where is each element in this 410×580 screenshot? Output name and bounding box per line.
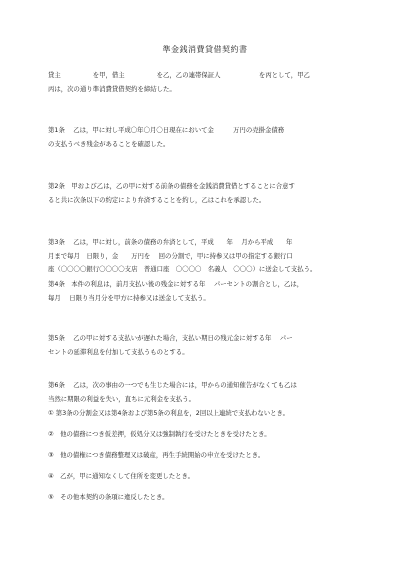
article-2 — [48, 180, 368, 207]
article-line: 座（〇〇〇〇銀行〇〇〇〇支店 普通口座 〇〇〇〇 名義人 〇〇〇）に送金して支払う。 — [48, 265, 317, 273]
article-line: 月まで毎月 日限り，金 万円を 回の分割で，甲に持参又は甲の指定する銀行口 — [48, 251, 293, 260]
document-title: 準金銭消費貸借契約書 — [162, 45, 248, 54]
article-5 — [48, 332, 368, 359]
intro-line: 貸主 を甲，借主 を乙，乙の連帯保証人 を丙として，甲乙 — [48, 71, 310, 79]
article-line: 第2条 甲および乙は，乙の甲に対する前条の債務を金銭消費貸借とすることに合意す — [48, 182, 295, 190]
article-line: セントの延滞利息を付加して支払うものとする。 — [48, 347, 189, 356]
article-line: 第5条 乙の甲に対する支払いが遅れた場合，支払い期日の残元金に対する年 パー — [48, 334, 293, 342]
list-item: ③ 他の債権につき債務整理又は破産，再生手続開始の申立を受けたとき。 — [48, 451, 265, 459]
intro-paragraph — [48, 69, 368, 96]
article-line: 第4条 本件の利息は，前月支払い後の残金に対する年 パーセントの割合とし，乙は， — [48, 280, 304, 288]
list-item: ① 第3条の分割金又は第4条および第5条の利息を，2回以上連続で支払わないとき。 — [48, 409, 290, 417]
article-4 — [48, 278, 368, 305]
list-item: ② 他の債務につき仮差押，仮処分又は強制執行を受けたときを受けたとき。 — [48, 430, 271, 438]
article-line: 第1条 乙は，甲に対し平成〇年〇月〇日現在において金 万円の売掛金債務 — [48, 126, 285, 134]
article-1 — [48, 124, 368, 151]
article-line: ると共に次条以下の約定により弁済することを約し，乙はこれを承認した。 — [48, 195, 266, 204]
article-line: 第3条 乙は，甲に対し，前条の債務の弁済として，平成 年 月から平成 年 — [48, 238, 293, 246]
article-line: の支払うべき残金があることを確認した。 — [48, 139, 170, 148]
article-line: 当然に期限の利益を失い，直ちに元利金を支払う。 — [48, 394, 195, 403]
article-line: 毎月 日限り当月分を甲方に持参又は送金して支払う。 — [48, 293, 210, 302]
intro-line: 丙は，次の通り準消費貸借契約を締結した。 — [48, 84, 176, 93]
article-line: 第6条 乙は，次の事由の一つでも生じた場合には，甲からの通知催告がなくても乙は — [48, 381, 297, 389]
article-3 — [48, 236, 368, 277]
article-6 — [48, 379, 368, 406]
list-item: ④ 乙が，甲に通知なくして住所を変更したとき。 — [48, 472, 195, 480]
list-item: ⑤ その他本契約の条項に違反したとき。 — [48, 493, 169, 501]
